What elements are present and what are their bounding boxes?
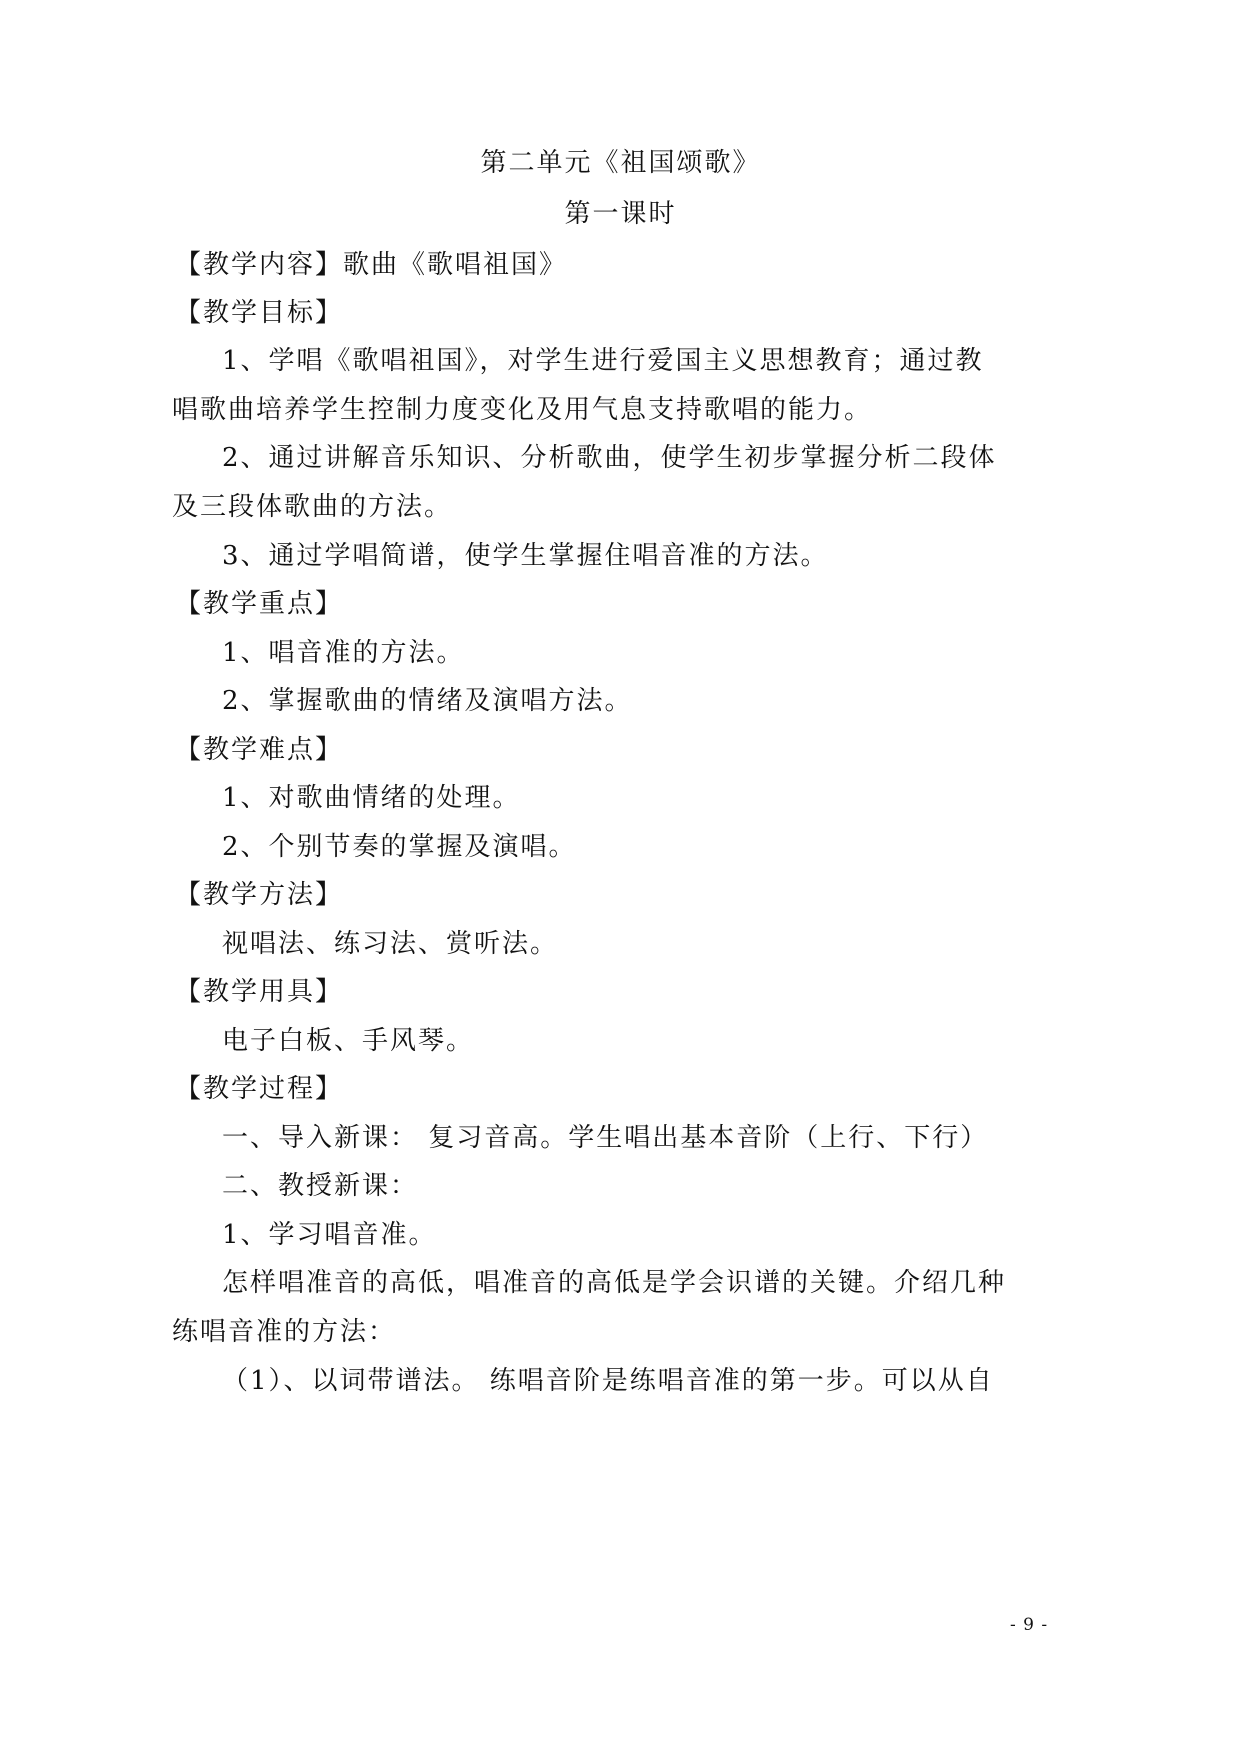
process-step-2: 二、教授新课：: [222, 1171, 419, 1201]
difficult-point-1: 1、对歌曲情绪的处理。: [222, 783, 521, 813]
page-number: - 9 -: [1010, 1615, 1049, 1635]
key-point-2: 2、掌握歌曲的情绪及演唱方法。: [222, 686, 633, 716]
section-content: 【教学内容】歌曲《歌唱祖国》: [175, 250, 568, 280]
goal-2-line-1: 2、通过讲解音乐知识、分析歌曲，使学生初步掌握分析二段体: [222, 443, 997, 473]
unit-title: 第二单元《祖国颂歌》: [480, 148, 761, 178]
lesson-title: 第一课时: [564, 199, 677, 229]
method-text: 视唱法、练习法、赏听法。: [222, 929, 559, 959]
difficult-point-2: 2、个别节奏的掌握及演唱。: [222, 832, 577, 862]
section-heading-goals: 【教学目标】: [175, 298, 344, 328]
section-heading-tools: 【教学用具】: [175, 977, 344, 1007]
process-paragraph-line-2: 练唱音准的方法：: [172, 1317, 397, 1347]
section-heading-key: 【教学重点】: [175, 589, 344, 619]
process-step-3: 1、学习唱音准。: [222, 1220, 437, 1250]
section-heading-difficult: 【教学难点】: [175, 735, 344, 765]
tools-text: 电子白板、手风琴。: [222, 1026, 475, 1056]
section-heading-method: 【教学方法】: [175, 880, 344, 910]
goal-1-line-1: 1、学唱《歌唱祖国》，对学生进行爱国主义思想教育；通过教: [222, 346, 984, 376]
key-point-1: 1、唱音准的方法。: [222, 638, 465, 668]
process-method-1: （1）、以词带谱法。 练唱音阶是练唱音准的第一步。可以从自: [222, 1366, 994, 1396]
goal-3: 3、通过学唱简谱，使学生掌握住唱音准的方法。: [222, 541, 829, 571]
section-heading-process: 【教学过程】: [175, 1074, 344, 1104]
process-paragraph-line-1: 怎样唱准音的高低，唱准音的高低是学会识谱的关键。介绍几种: [222, 1268, 1007, 1298]
goal-2-line-2: 及三段体歌曲的方法。: [172, 492, 453, 522]
process-step-1: 一、导入新课： 复习音高。学生唱出基本音阶（上行、下行）: [222, 1123, 989, 1153]
goal-1-line-2: 唱歌曲培养学生控制力度变化及用气息支持歌唱的能力。: [172, 395, 873, 425]
